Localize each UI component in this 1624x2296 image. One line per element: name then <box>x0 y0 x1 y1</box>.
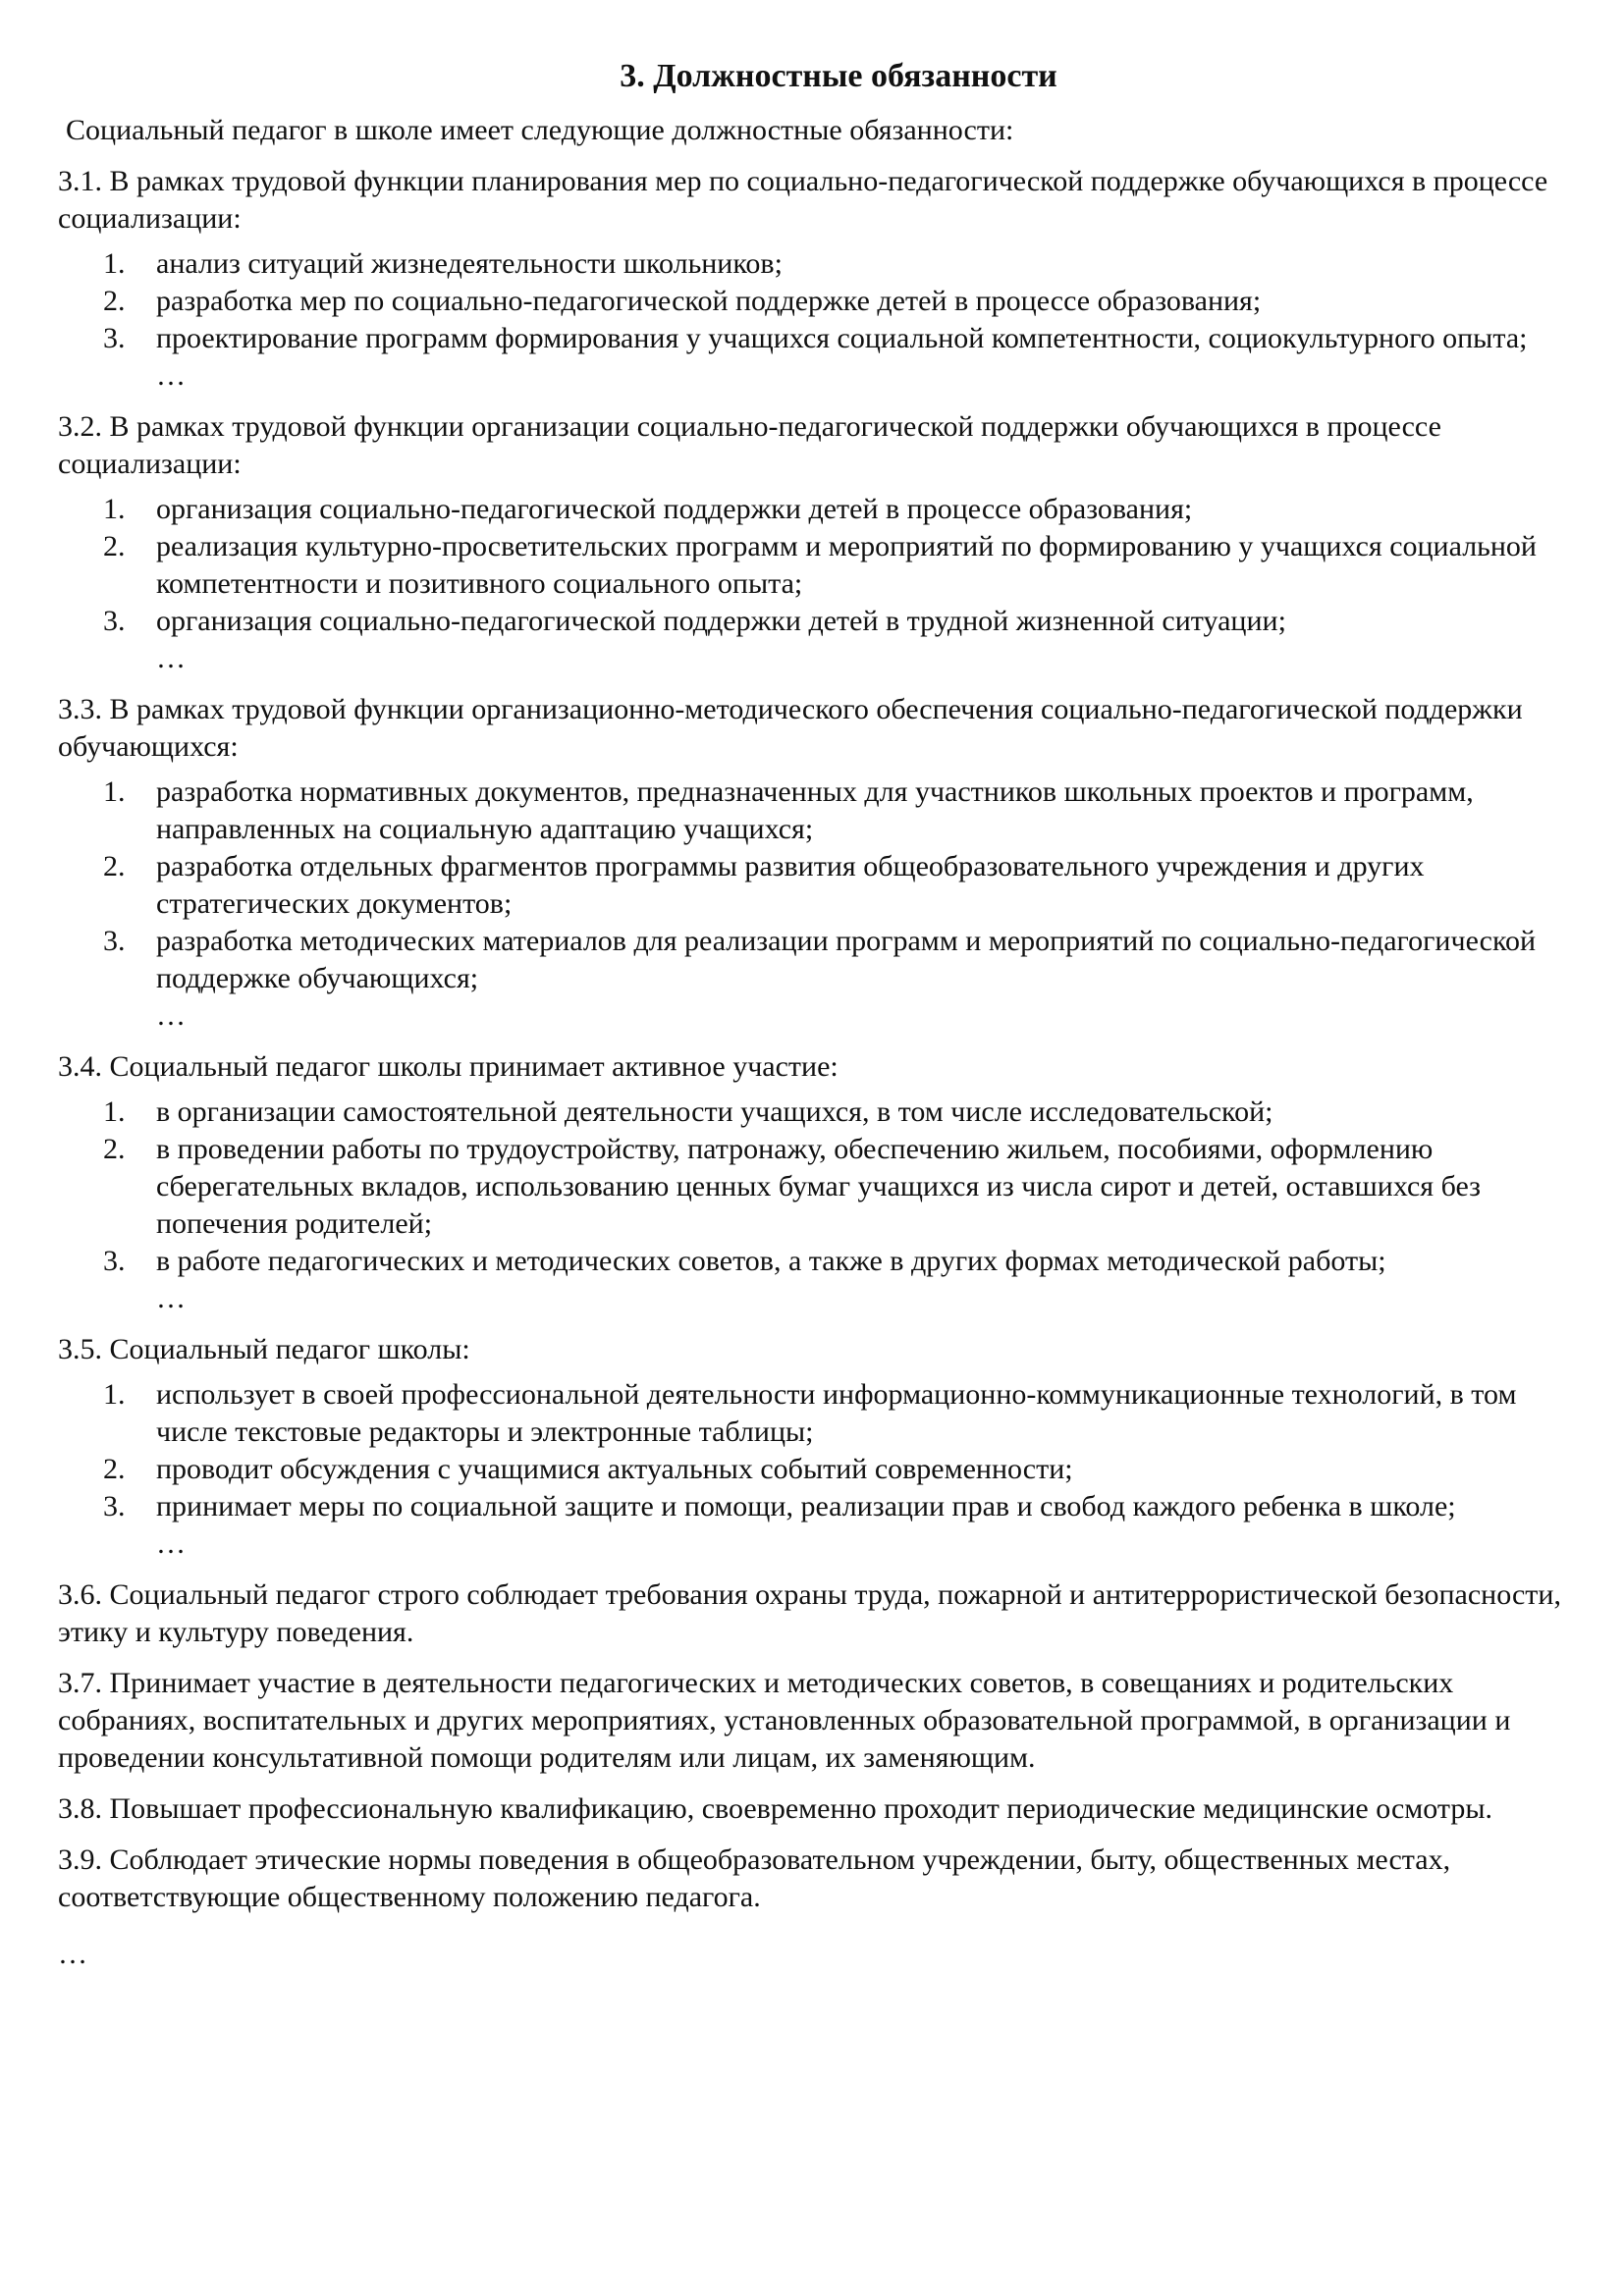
section-heading: 3.4. Социальный педагог школы принимает активное участие: <box>58 1050 839 1083</box>
list-number: 3. <box>103 322 126 354</box>
final-ellipsis: … <box>58 1938 87 1970</box>
list-number: 3. <box>103 1245 126 1277</box>
list-item <box>58 774 1590 848</box>
section-paragraph: 3.9. Соблюдает этические нормы поведения в общеобразовательном учреждении, быту, общественных местах, соответствующие общественному положению педагога. <box>58 1843 1451 1913</box>
list-item <box>58 923 1590 997</box>
list-number: 1. <box>103 1095 126 1128</box>
sections-container <box>58 163 1590 1916</box>
document-page <box>58 55 1590 1973</box>
list-item <box>58 848 1590 923</box>
list-item <box>58 1376 1590 1451</box>
section-3-9 <box>58 1842 1590 1916</box>
list-item <box>58 245 1590 283</box>
section-3-3 <box>58 691 1590 1035</box>
section-heading: 3.1. В рамках трудовой функции планирования мер по социально-педагогической поддержке обучающихся в процессе социализации: <box>58 165 1548 235</box>
list-item-text: анализ ситуаций жизнедеятельности школьников; <box>156 247 783 280</box>
list-ellipsis: … <box>156 359 186 392</box>
list-item-text: проектирование программ формирования у учащихся социальной компетентности, социокультурного опыта; <box>156 322 1528 354</box>
list-item-text: разработка отдельных фрагментов программы развития общеобразовательного учреждения и других стратегических документов; <box>156 850 1425 920</box>
list-item-text: реализация культурно-просветительских программ и мероприятий по формированию у учащихся социальной компетентности и позитивного социального опыта; <box>156 530 1537 600</box>
list-number: 2. <box>103 530 126 562</box>
section-list <box>58 1376 1590 1525</box>
list-item <box>58 1094 1590 1131</box>
section-3-1 <box>58 163 1590 395</box>
list-number: 2. <box>103 1133 126 1165</box>
list-item <box>58 528 1590 603</box>
intro-paragraph: Социальный педагог в школе имеет следующие должностные обязанности: <box>66 114 1014 146</box>
list-ellipsis: … <box>156 1527 186 1560</box>
section-list <box>58 1094 1590 1280</box>
list-number: 3. <box>103 925 126 957</box>
list-item-text: организация социально-педагогической поддержки детей в процессе образования; <box>156 493 1193 525</box>
list-item <box>58 1488 1590 1525</box>
list-number: 2. <box>103 1453 126 1485</box>
list-number: 2. <box>103 850 126 882</box>
list-item <box>58 320 1590 357</box>
list-item-text: разработка мер по социально-педагогической поддержке детей в процессе образования; <box>156 285 1262 317</box>
section-3-6 <box>58 1576 1590 1651</box>
list-item-text: организация социально-педагогической поддержки детей в трудной жизненной ситуации; <box>156 605 1286 637</box>
section-heading: 3.5. Социальный педагог школы: <box>58 1333 470 1365</box>
section-list <box>58 491 1590 640</box>
list-ellipsis: … <box>156 1282 186 1314</box>
section-paragraph: 3.6. Социальный педагог строго соблюдает требования охраны труда, пожарной и антитеррористической безопасности, этику и культуру поведения. <box>58 1578 1561 1648</box>
section-3-5 <box>58 1331 1590 1563</box>
list-number: 3. <box>103 605 126 637</box>
list-item-text: разработка нормативных документов, предназначенных для участников школьных проектов и программ, направленных на социальную адаптацию учащихся; <box>156 775 1474 845</box>
list-item-text: в работе педагогических и методических советов, а также в других формах методической работы; <box>156 1245 1386 1277</box>
list-item <box>58 1131 1590 1243</box>
list-number: 3. <box>103 1490 126 1522</box>
section-3-4 <box>58 1048 1590 1317</box>
list-number: 1. <box>103 775 126 808</box>
section-heading: 3.2. В рамках трудовой функции организации социально-педагогической поддержки обучающихся в процессе социализации: <box>58 410 1441 480</box>
list-item <box>58 283 1590 320</box>
section-paragraph: 3.8. Повышает профессиональную квалификацию, своевременно проходит периодические медицинские осмотры. <box>58 1792 1493 1825</box>
list-item-text: разработка методических материалов для реализации программ и мероприятий по социально-педагогической поддержке обучающихся; <box>156 925 1537 994</box>
list-item-text: в проведении работы по трудоустройству, патронажу, обеспечению жильем, пособиями, оформлению сберегательных вкладов, использованию ценных бумаг учащихся из числа сирот и детей, оставшихся без попечения родителей; <box>156 1133 1481 1240</box>
list-item-text: в организации самостоятельной деятельности учащихся, в том числе исследовательской; <box>156 1095 1273 1128</box>
list-item-text: проводит обсуждения с учащимися актуальных событий современности; <box>156 1453 1073 1485</box>
page-title: 3. Должностные обязанности <box>620 58 1057 94</box>
list-number: 1. <box>103 1378 126 1411</box>
section-3-8 <box>58 1790 1590 1828</box>
list-number: 1. <box>103 493 126 525</box>
list-ellipsis: … <box>156 999 186 1032</box>
list-ellipsis: … <box>156 642 186 674</box>
section-3-7 <box>58 1665 1590 1777</box>
list-item-text: использует в своей профессиональной деятельности информационно-коммуникационные технологий, в том числе текстовые редакторы и электронные таблицы; <box>156 1378 1517 1448</box>
section-list <box>58 245 1590 357</box>
list-number: 2. <box>103 285 126 317</box>
list-item <box>58 603 1590 640</box>
section-heading: 3.3. В рамках трудовой функции организационно-методического обеспечения социально-педагогической поддержки обучающихся: <box>58 693 1523 763</box>
list-item <box>58 1243 1590 1280</box>
list-item <box>58 491 1590 528</box>
section-3-2 <box>58 408 1590 677</box>
list-item <box>58 1451 1590 1488</box>
list-item-text: принимает меры по социальной защите и помощи, реализации прав и свобод каждого ребенка в школе; <box>156 1490 1456 1522</box>
section-paragraph: 3.7. Принимает участие в деятельности педагогических и методических советов, в совещаниях и родительских собраниях, воспитательных и других мероприятиях, установленных образовательной программой, в организации и проведении консультативной помощи родителям или лицам, их заменяющим. <box>58 1667 1511 1774</box>
section-list <box>58 774 1590 997</box>
list-number: 1. <box>103 247 126 280</box>
